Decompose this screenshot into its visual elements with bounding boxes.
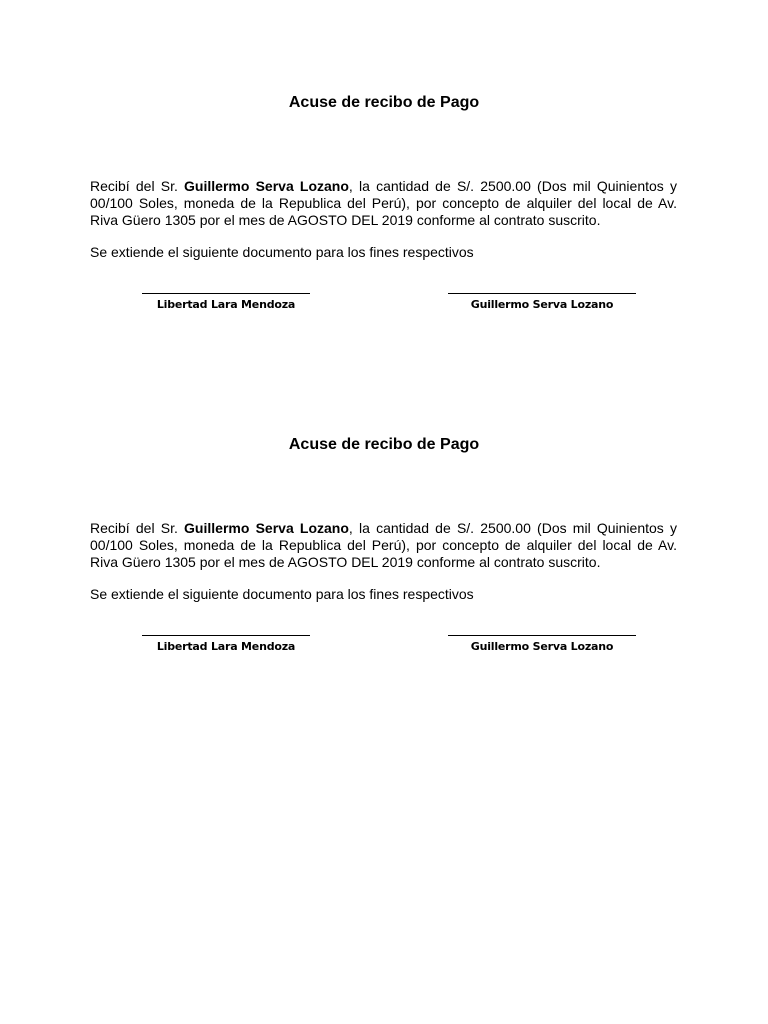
signature-name: Guillermo Serva Lozano	[470, 640, 614, 653]
receipt-closing: Se extiende el siguiente documento para los fines respectivos	[90, 586, 474, 602]
signature-block-right	[448, 283, 636, 312]
body-rest: , la cantidad de S/. 2500.00 (Dos mil Quinientos y 00/100 Soles, moneda de la Republica del Perú), por concepto de alquiler del local de Av. Riva Güero 1305 por el mes de AGOSTO DEL 2019 conforme al contrato suscrito.	[90, 178, 677, 228]
receipt-title: Acuse de recibo de Pago	[288, 94, 480, 111]
receipt-2	[0, 342, 768, 653]
receipt-title: Acuse de recibo de Pago	[288, 436, 480, 453]
receipt-1	[0, 0, 768, 311]
signature-block-left	[142, 283, 310, 312]
receipt-closing: Se extiende el siguiente documento para los fines respectivos	[90, 244, 474, 260]
receipt-body	[90, 520, 677, 571]
signature-block-right	[448, 625, 636, 654]
body-intro: Recibí del Sr.	[90, 520, 185, 536]
signature-block-left	[142, 625, 310, 654]
signature-line	[142, 293, 310, 294]
payer-name: Guillermo Serva Lozano	[184, 520, 349, 536]
payer-name: Guillermo Serva Lozano	[184, 178, 349, 194]
signature-line	[448, 293, 636, 294]
signature-line	[142, 635, 310, 636]
signature-name: Libertad Lara Mendoza	[156, 640, 296, 653]
signature-line	[448, 635, 636, 636]
body-intro: Recibí del Sr.	[90, 178, 185, 194]
signature-name: Libertad Lara Mendoza	[156, 298, 296, 311]
receipt-body	[90, 178, 677, 229]
signature-name: Guillermo Serva Lozano	[470, 298, 614, 311]
body-rest: , la cantidad de S/. 2500.00 (Dos mil Quinientos y 00/100 Soles, moneda de la Republica del Perú), por concepto de alquiler del local de Av. Riva Güero 1305 por el mes de AGOSTO DEL 2019 conforme al contrato suscrito.	[90, 520, 677, 570]
